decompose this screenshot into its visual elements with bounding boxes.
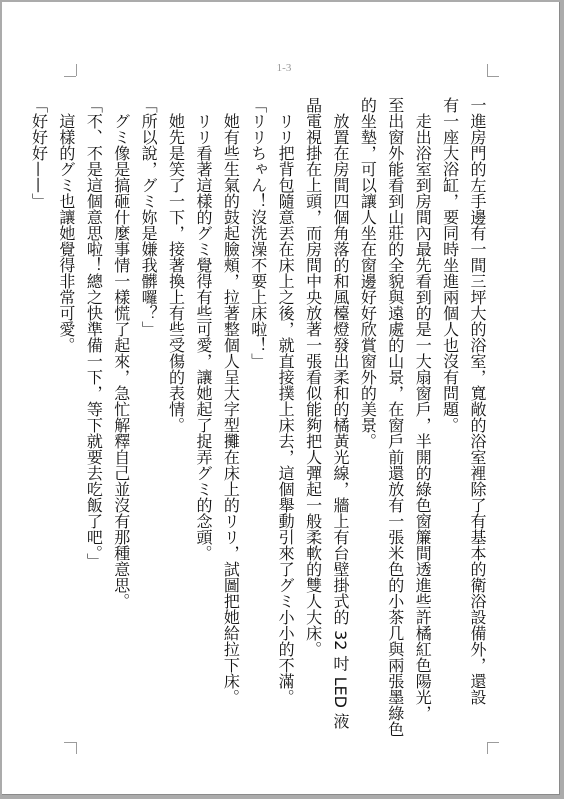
text-line: 「所以說，グミ妳是嫌我髒囉？」 <box>139 97 159 337</box>
text-line: 晶電視掛在上頭，而房間中央放著一張看似能夠把人彈起一般柔軟的雙人大床。 <box>303 97 323 657</box>
body-text <box>25 97 491 737</box>
text-line: 一進房門的左手邊有一間三坪大的浴室，寬敞的浴室裡除了有基本的衛浴設備外，還設 <box>468 97 487 705</box>
text-line: 至出窗外能看到山莊的全貌與遠處的山景，在窗戶前還放有一張米色的小茶几與兩張墨綠色 <box>385 97 405 737</box>
text-line: 有一座大浴缸，要同時坐進兩個人也沒有問題。 <box>440 97 460 433</box>
text-line: 這樣的グミ也讓她覺得非常可愛。 <box>56 97 76 353</box>
text-line: 的坐墊，可以讓人坐在窗邊好好欣賞窗外的美景。 <box>358 97 378 449</box>
text-line: 走出浴室到房間內最先看到的是一大扇窗戶，半開的綠色窗簾間透進些許橘紅色陽光， <box>413 97 433 721</box>
text-line: 「リリちゃん！沒洗澡不要上床啦！」 <box>248 97 268 369</box>
text-line: 她先是笑了一下，接著換上有些受傷的表情。 <box>166 97 186 433</box>
text-line: 「不、不是這個意思啦！總之快準備一下，等下就要去吃飯了吧。」 <box>84 97 104 569</box>
crop-mark-top-right-h <box>487 76 499 77</box>
crop-mark-bottom-right-v <box>487 742 488 754</box>
crop-mark-bottom-left-h <box>64 742 76 743</box>
text-line: 她有些生氣的鼓起臉頰，拉著整個人呈大字型攤在床上的リリ，試圖把她給拉下床。 <box>221 97 241 705</box>
text-line: 「好好好——」 <box>29 97 49 209</box>
text-line: グミ像是搞砸什麼事情一樣慌了起來，急忙解釋自己並沒有那種意思。 <box>111 97 131 609</box>
text-line: 放置在房間四個角落的和風檯燈發出柔和的橘黃光線，牆上有台壁掛式的 32 吋 LED 液 <box>330 97 350 730</box>
crop-mark-bottom-left-v <box>76 742 77 754</box>
crop-mark-top-left-h <box>64 76 76 77</box>
page-number: 1-3 <box>276 62 292 74</box>
crop-mark-bottom-right-h <box>487 742 499 743</box>
text-line: リリ看著這樣的グミ覺得有些可愛，讓她起了捉弄グミ的念頭。 <box>193 97 213 561</box>
crop-mark-top-left-v <box>76 64 77 76</box>
crop-mark-top-right-v <box>487 64 488 76</box>
document-page <box>2 2 560 795</box>
text-line: リリ把背包隨意丟在床上之後，就直接撲上床去，這個舉動引來了グミ小小的不滿。 <box>276 97 296 705</box>
